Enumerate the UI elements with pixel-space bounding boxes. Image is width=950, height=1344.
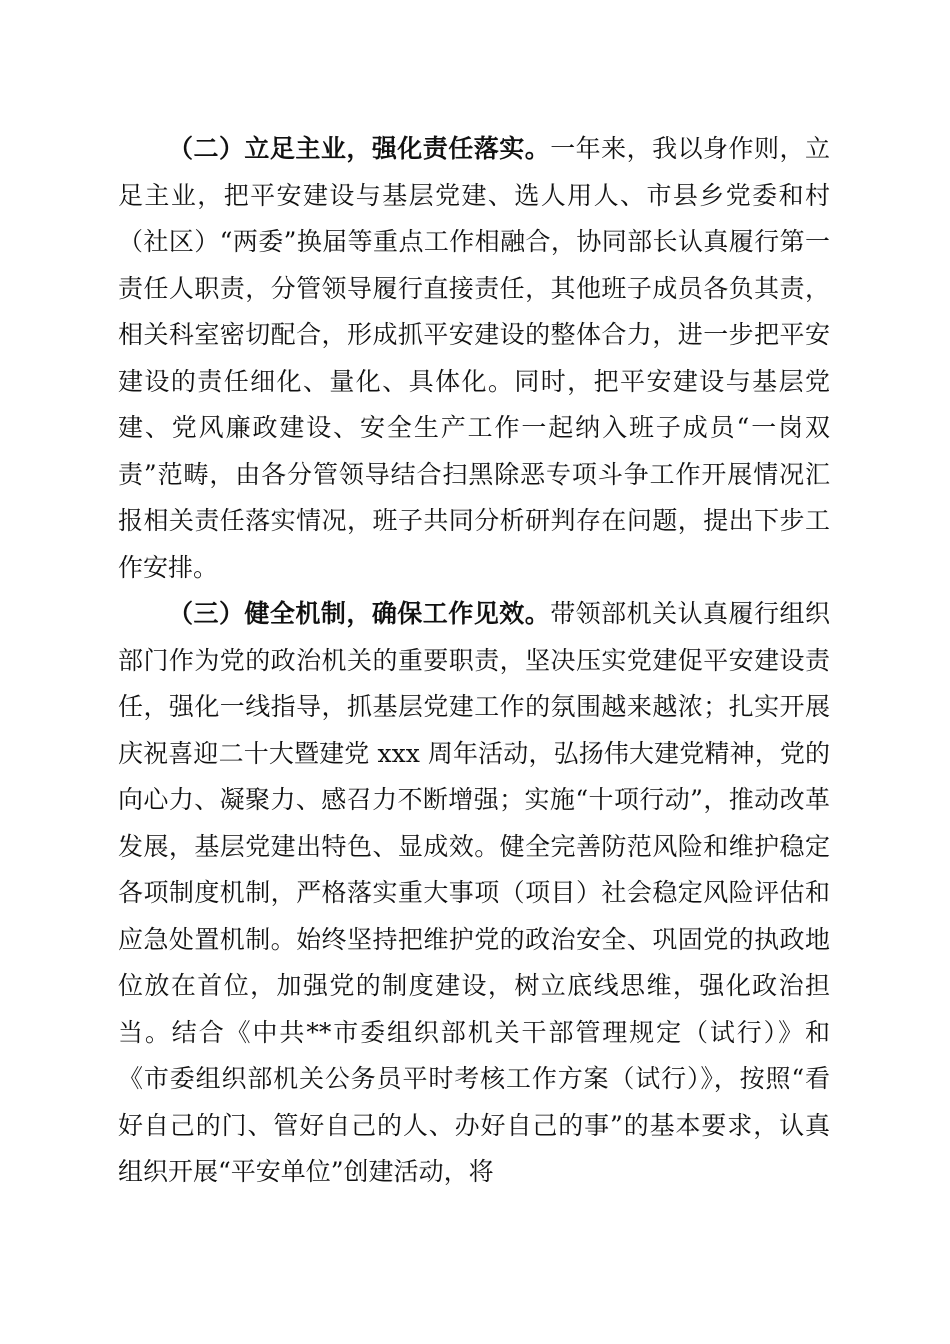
paragraph-3-body: 带领部机关认真履行组织部门作为党的政治机关的重要职责，坚决压实党建促平安建设责任，强化一线指导，抓基层党建工作的氛围越来越浓；扎实开展庆祝喜迎二十大暨建党 xxx 周年活动，弘扬伟大建党精神，党的向心力、凝聚力、感召力不断增强；实施“十项行动”，推动改革发展，基层党建出特色、显成效。健全完善防范风险和维护稳定各项制度机制，严格落实重大事项（项目）社会稳定风险评估和应急处置机制。始终坚持把维护党的政治安全、巩固党的执政地位放在首位，加强党的制度建设，树立底线思维，强化政治担当。结合《中共**市委组织部机关干部管理规定（试行）》和《市委组织部机关公务员平时考核工作方案（试行）》，按照“看好自己的门、管好自己的人、办好自己的事”的基本要求，认真组织开展“平安单位”创建活动，将: [118, 599, 830, 1186]
paragraph-3: [118, 591, 830, 1196]
document-page: [118, 126, 830, 1196]
paragraph-2-body: 一年来，我以身作则，立足主业，把平安建设与基层党建、选人用人、市县乡党委和村（社区）“两委”换届等重点工作相融合，协同部长认真履行第一责任人职责，分管领导履行直接责任，其他班子成员各负其责，相关科室密切配合，形成抓平安建设的整体合力，进一步把平安建设的责任细化、量化、具体化。同时，把平安建设与基层党建、党风廉政建设、安全生产工作一起纳入班子成员“一岗双责”范畴，由各分管领导结合扫黑除恶专项斗争工作开展情况汇报相关责任落实情况，班子共同分析研判存在问题，提出下步工作安排。: [118, 134, 830, 582]
paragraph-3-heading: （三）健全机制，确保工作见效。: [168, 599, 551, 628]
paragraph-2-heading: （二）立足主业，强化责任落实。: [168, 134, 551, 163]
paragraph-2: [118, 126, 830, 591]
